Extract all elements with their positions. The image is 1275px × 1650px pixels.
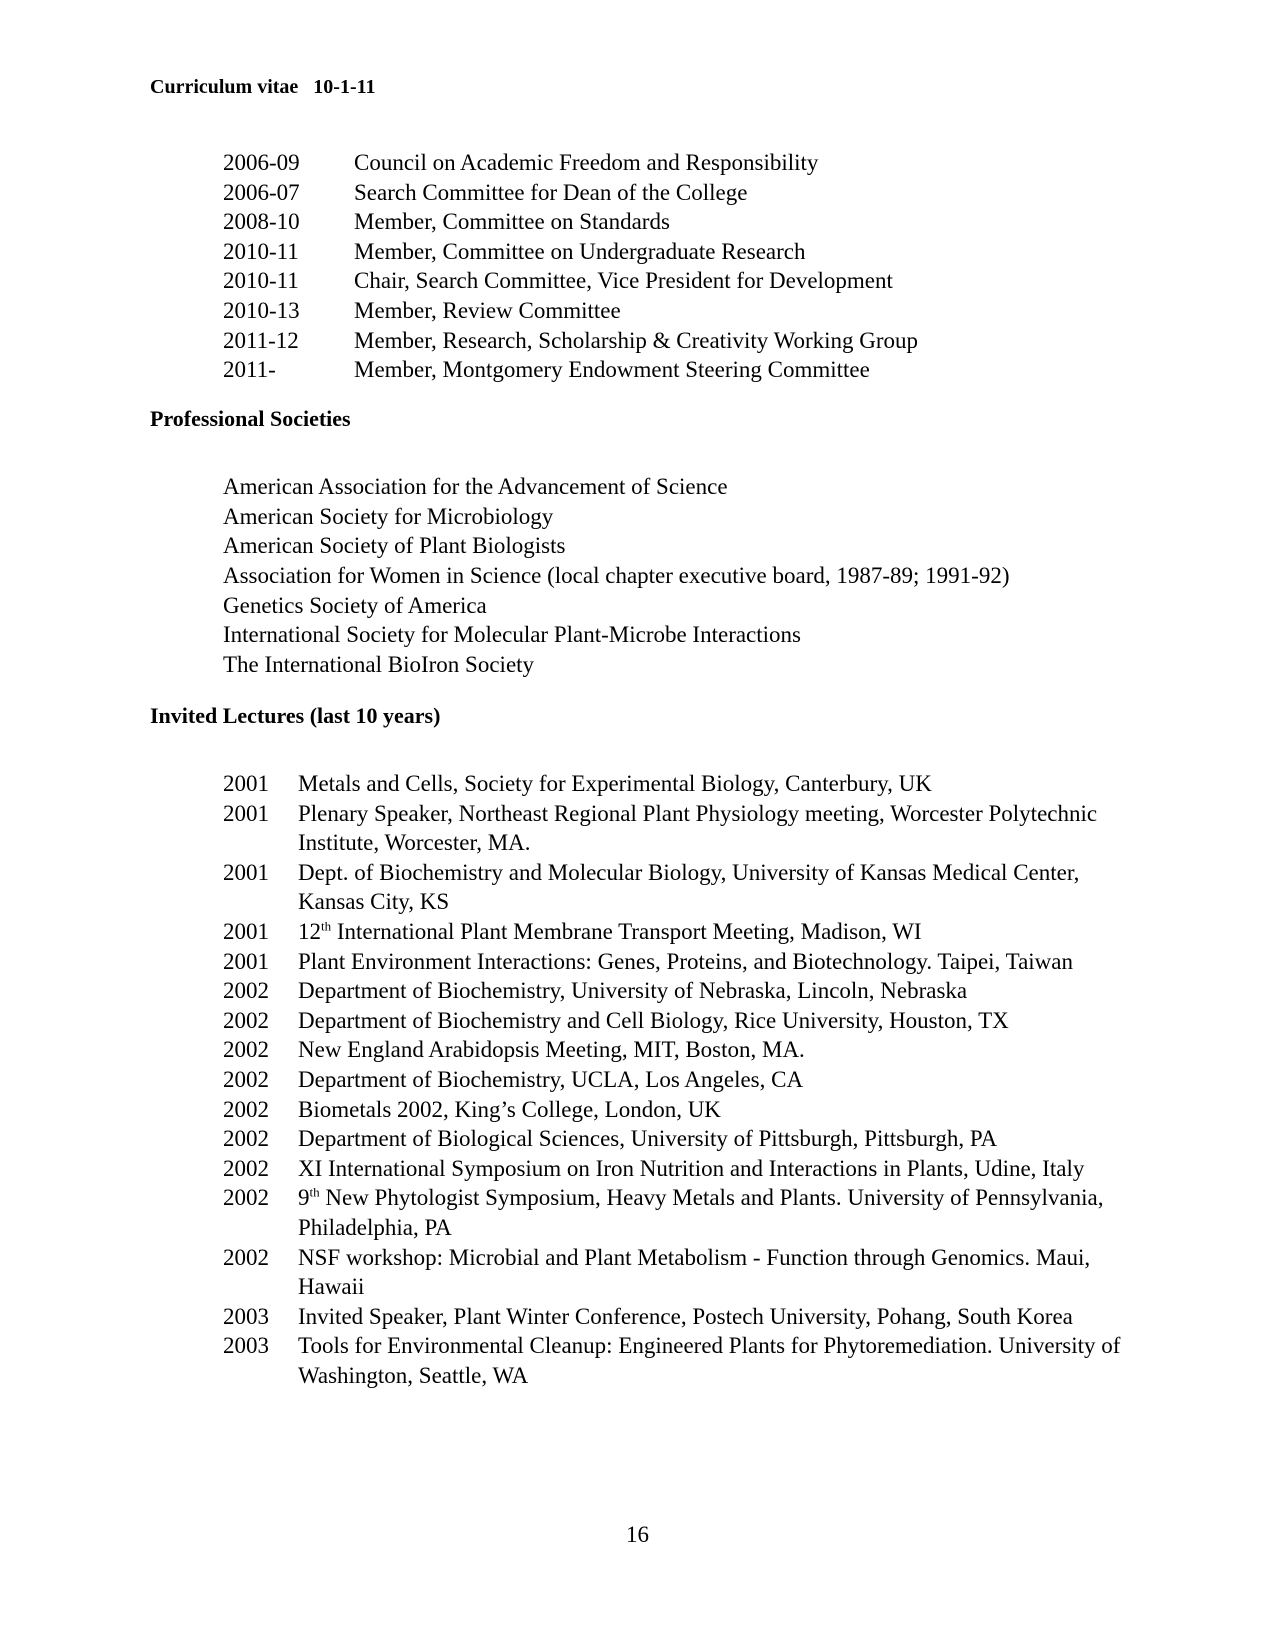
lecture-year: 2001 bbox=[223, 918, 269, 944]
lecture-entry bbox=[223, 1331, 1123, 1390]
lecture-year: 2002 bbox=[223, 1185, 269, 1211]
lecture-text: XI International Symposium on Iron Nutrition and Interactions in Plants, Udine, Italy bbox=[298, 1155, 1085, 1181]
lecture-year: 2002 bbox=[223, 1126, 269, 1152]
lecture-entry bbox=[223, 1183, 1123, 1242]
committee-entry bbox=[223, 266, 918, 296]
committee-text: Council on Academic Freedom and Responsibility bbox=[354, 150, 819, 175]
lecture-text-rest: International Plant Membrane Transport Meeting, Madison, WI bbox=[331, 918, 922, 944]
lecture-year: 2002 bbox=[223, 1096, 269, 1122]
lecture-text: Plant Environment Interactions: Genes, Proteins, and Biotechnology. Taipei, Taiwan bbox=[298, 948, 1074, 974]
lecture-text: New England Arabidopsis Meeting, MIT, Boston, MA. bbox=[298, 1037, 805, 1063]
lecture-list bbox=[223, 769, 1123, 1390]
lecture-year: 2001 bbox=[223, 948, 269, 974]
lecture-text: Plenary Speaker, Northeast Regional Plant Physiology meeting, Worcester Polytechnic Institute, Worcester, MA. bbox=[298, 800, 1098, 856]
committee-entry bbox=[223, 148, 918, 178]
committee-entry bbox=[223, 326, 918, 356]
lecture-text bbox=[298, 1183, 1123, 1242]
lecture-entry bbox=[223, 858, 1123, 917]
lecture-entry bbox=[223, 1154, 1123, 1184]
society-item: Association for Women in Science (local chapter executive board, 1987-89; 1991-92) bbox=[223, 563, 1010, 589]
ordinal-number: 9 bbox=[298, 1185, 310, 1211]
society-item: American Society of Plant Biologists bbox=[223, 533, 566, 559]
committee-years: 2006-09 bbox=[223, 150, 300, 175]
professional-societies-heading: Professional Societies bbox=[150, 406, 351, 431]
ordinal-suffix: th bbox=[321, 918, 332, 934]
society-item: International Society for Molecular Plant-Microbe Interactions bbox=[223, 622, 801, 648]
ordinal-number: 12 bbox=[298, 918, 321, 944]
lecture-entry bbox=[223, 1065, 1123, 1095]
lecture-text: Tools for Environmental Cleanup: Engineered Plants for Phytoremediation. University of Washington, Seattle, WA bbox=[298, 1333, 1121, 1388]
lecture-year: 2002 bbox=[223, 1066, 269, 1092]
committee-entry bbox=[223, 355, 918, 385]
lecture-text: NSF workshop: Microbial and Plant Metabolism - Function through Genomics. Maui, Hawaii bbox=[298, 1244, 1091, 1300]
lecture-entry bbox=[223, 1243, 1123, 1302]
lecture-year: 2001 bbox=[223, 771, 269, 796]
lecture-entry bbox=[223, 1302, 1123, 1332]
lecture-year: 2001 bbox=[223, 859, 269, 885]
committee-text: Search Committee for Dean of the College bbox=[354, 179, 748, 205]
committee-text: Member, Review Committee bbox=[354, 297, 621, 323]
lecture-year: 2002 bbox=[223, 1037, 269, 1063]
lecture-text: Department of Biochemistry and Cell Biology, Rice University, Houston, TX bbox=[298, 1007, 1009, 1033]
lecture-text: Department of Biochemistry, University of Nebraska, Lincoln, Nebraska bbox=[298, 978, 968, 1004]
lecture-entry bbox=[223, 1095, 1123, 1125]
committee-years: 2011- bbox=[223, 357, 276, 383]
committee-text: Member, Montgomery Endowment Steering Committee bbox=[354, 357, 870, 383]
lecture-entry bbox=[223, 917, 1123, 947]
lecture-text: Dept. of Biochemistry and Molecular Biology, University of Kansas Medical Center, Kansas City, KS bbox=[298, 859, 1080, 915]
lecture-entry bbox=[223, 976, 1123, 1006]
ordinal-suffix: th bbox=[309, 1184, 320, 1200]
committee-years: 2008-10 bbox=[223, 209, 300, 235]
committee-entry bbox=[223, 296, 918, 326]
committee-entry bbox=[223, 237, 918, 267]
lecture-text-rest: New Phytologist Symposium, Heavy Metals and Plants. University of Pennsylvania, Philadelphia, PA bbox=[298, 1185, 1104, 1240]
lecture-year: 2002 bbox=[223, 978, 269, 1004]
society-list bbox=[223, 472, 1010, 680]
society-item: American Association for the Advancement of Science bbox=[223, 474, 728, 499]
committee-list bbox=[223, 148, 918, 385]
lecture-entry bbox=[223, 1006, 1123, 1036]
lecture-text: Department of Biological Sciences, University of Pittsburgh, Pittsburgh, PA bbox=[298, 1126, 998, 1152]
committee-years: 2011-12 bbox=[223, 327, 299, 353]
society-item: Genetics Society of America bbox=[223, 592, 487, 618]
lecture-text bbox=[298, 917, 1123, 947]
committee-years: 2010-11 bbox=[223, 268, 299, 294]
lecture-year: 2003 bbox=[223, 1333, 269, 1359]
lecture-year: 2002 bbox=[223, 1007, 269, 1033]
lecture-entry bbox=[223, 1035, 1123, 1065]
committee-text: Member, Committee on Undergraduate Research bbox=[354, 238, 806, 264]
lecture-year: 2001 bbox=[223, 800, 269, 826]
lecture-text: Department of Biochemistry, UCLA, Los Angeles, CA bbox=[298, 1066, 804, 1092]
committee-text: Member, Committee on Standards bbox=[354, 209, 670, 235]
committee-years: 2010-11 bbox=[223, 238, 299, 264]
lecture-year: 2003 bbox=[223, 1303, 269, 1329]
lecture-year: 2002 bbox=[223, 1244, 269, 1270]
committee-text: Chair, Search Committee, Vice President for Development bbox=[354, 268, 893, 294]
lecture-entry bbox=[223, 1124, 1123, 1154]
committee-text: Member, Research, Scholarship & Creativity Working Group bbox=[354, 327, 919, 353]
lecture-text: Metals and Cells, Society for Experimental Biology, Canterbury, UK bbox=[298, 771, 932, 796]
lecture-text: Biometals 2002, King’s College, London, UK bbox=[298, 1096, 721, 1122]
committee-entry bbox=[223, 178, 918, 208]
society-item: American Society for Microbiology bbox=[223, 503, 554, 529]
lecture-entry bbox=[223, 769, 1123, 799]
page-number: 16 bbox=[626, 1522, 649, 1547]
document-header: Curriculum vitae 10-1-11 bbox=[150, 76, 376, 98]
committee-years: 2010-13 bbox=[223, 297, 300, 323]
society-item: The International BioIron Society bbox=[223, 652, 535, 678]
lecture-text: Invited Speaker, Plant Winter Conference, Postech University, Pohang, South Korea bbox=[298, 1303, 1073, 1329]
lecture-entry bbox=[223, 799, 1123, 858]
committee-entry bbox=[223, 207, 918, 237]
invited-lectures-heading: Invited Lectures (last 10 years) bbox=[150, 703, 441, 728]
lecture-year: 2002 bbox=[223, 1155, 269, 1181]
lecture-entry bbox=[223, 947, 1123, 977]
committee-years: 2006-07 bbox=[223, 179, 300, 205]
